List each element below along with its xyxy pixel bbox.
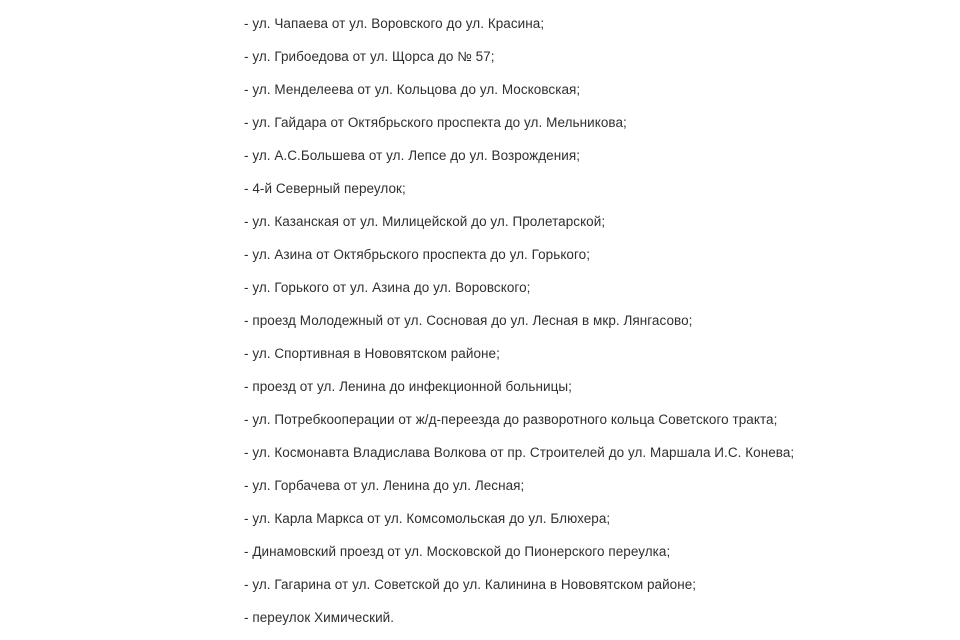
- road-item-bolsheva: - ул. А.С.Большева от ул. Лепсе до ул. Возрождения;: [244, 148, 581, 163]
- road-item-griboedova: - ул. Грибоедова от ул. Щорса до № 57;: [244, 49, 495, 64]
- road-item-gorbacheva: - ул. Горбачева от ул. Ленина до ул. Лесная;: [244, 478, 525, 493]
- road-item-proezd-bolnitsa: - проезд от ул. Ленина до инфекционной больницы;: [244, 379, 572, 394]
- road-item-karla-marksa: - ул. Карла Маркса от ул. Комсомольская до ул. Блюхера;: [244, 511, 611, 526]
- road-item-gorkogo: - ул. Горького от ул. Азина до ул. Воровского;: [244, 280, 531, 295]
- road-item-chapaeva: - ул. Чапаева от ул. Воровского до ул. Красина;: [244, 16, 545, 31]
- road-item-mendeleeva: - ул. Менделеева от ул. Кольцова до ул. Московская;: [244, 82, 581, 97]
- road-item-gaydara: - ул. Гайдара от Октябрьского проспекта до ул. Мельникова;: [244, 115, 627, 130]
- road-item-khimichesky: - переулок Химический.: [244, 610, 395, 625]
- road-item-volkova: - ул. Космонавта Владислава Волкова от пр. Строителей до ул. Маршала И.С. Конева;: [244, 445, 795, 460]
- road-item-azina: - ул. Азина от Октябрьского проспекта до ул. Горького;: [244, 247, 591, 262]
- road-item-molodezhny: - проезд Молодежный от ул. Сосновая до ул. Лесная в мкр. Лянгасово;: [244, 313, 693, 328]
- road-item-severny-pereulok: - 4-й Северный переулок;: [244, 181, 406, 196]
- road-item-kazanskaya: - ул. Казанская от ул. Милицейской до ул. Пролетарской;: [244, 214, 606, 229]
- road-item-dinamovsky: - Динамовский проезд от ул. Московской до Пионерского переулка;: [244, 544, 671, 559]
- road-list: [244, 7, 944, 634]
- road-item-sportivnaya: - ул. Спортивная в Нововятском районе;: [244, 346, 500, 361]
- road-item-gagarina: - ул. Гагарина от ул. Советской до ул. Калинина в Нововятском районе;: [244, 577, 697, 592]
- road-item-potrebkooperatsii: - ул. Потребкооперации от ж/д-переезда до разворотного кольца Советского тракта;: [244, 412, 778, 427]
